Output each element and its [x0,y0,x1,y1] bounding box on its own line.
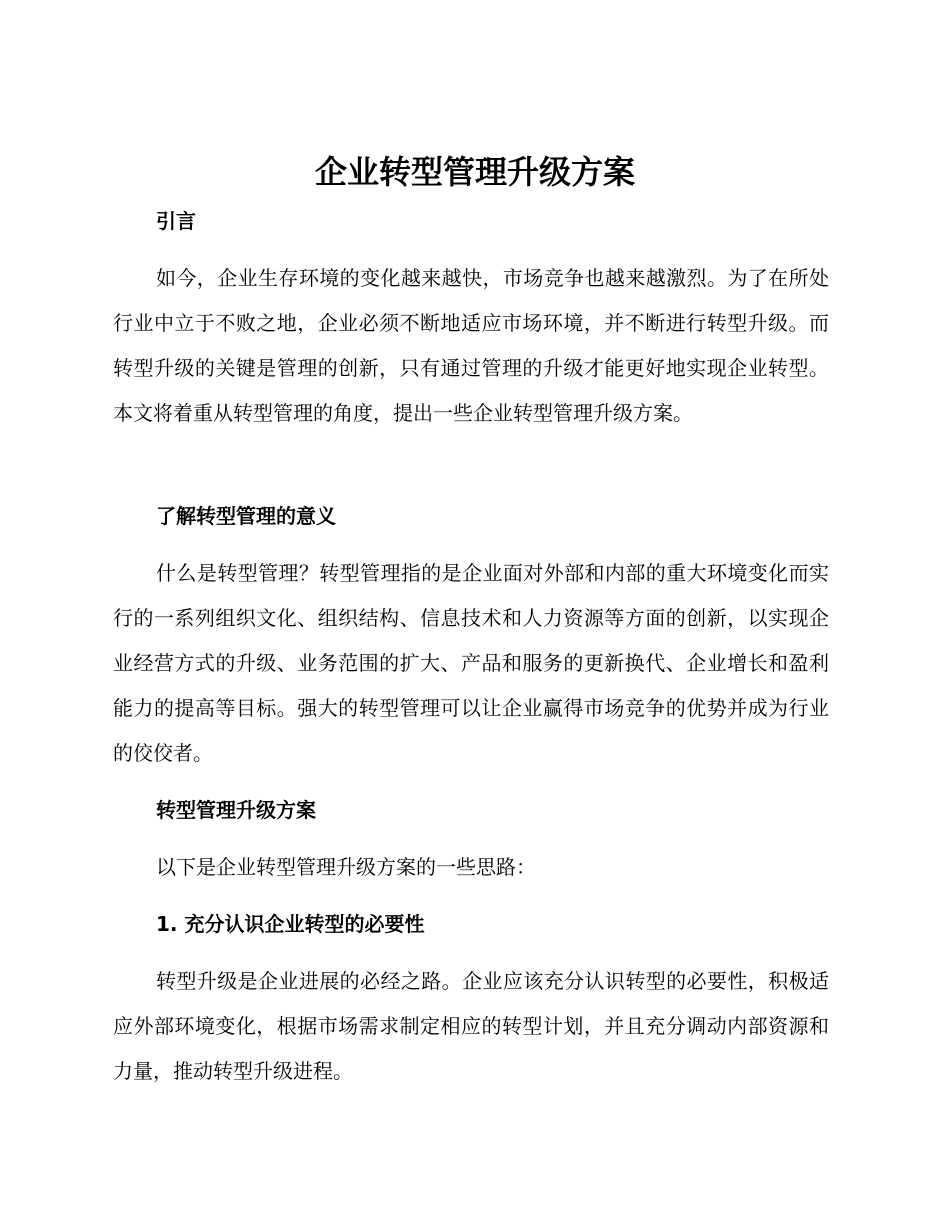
section-heading-intro: 引言 [156,209,196,233]
section-heading-plan: 转型管理升级方案 [156,798,316,822]
subsection-heading-item1: 1. 充分认识企业转型的必要性 [156,912,425,936]
paragraph-plan-intro: 以下是企业转型管理升级方案的一些思路： [156,855,536,879]
document-title: 企业转型管理升级方案 [314,153,635,191]
paragraph-intro: 如今，企业生存环境的变化越来越快，市场竞争也越来越激烈。为了在所处行业中立于不败之地，企业必须不断地适应市场环境，并不断进行转型升级。而转型升级的关键是管理的创新，只有通过管理的升级才能更好地实现企业转型。本文将着重从转型管理的角度，提出一些企业转型管理升级方案。 [113,266,829,425]
paragraph-item1: 转型升级是企业进展的必经之路。企业应该充分认识转型的必要性，积极适应外部环境变化，根据市场需求制定相应的转型计划，并且充分调动内部资源和力量，推动转型升级进程。 [113,969,829,1083]
paragraph-meaning: 什么是转型管理？转型管理指的是企业面对外部和内部的重大环境变化而实行的一系列组织文化、组织结构、信息技术和人力资源等方面的创新，以实现企业经营方式的升级、业务范围的扩大、产品和服务的更新换代、企业增长和盈利能力的提高等目标。强大的转型管理可以让企业赢得市场竞争的优势并成为行业的佼佼者。 [113,561,829,765]
section-heading-meaning: 了解转型管理的意义 [156,504,336,528]
